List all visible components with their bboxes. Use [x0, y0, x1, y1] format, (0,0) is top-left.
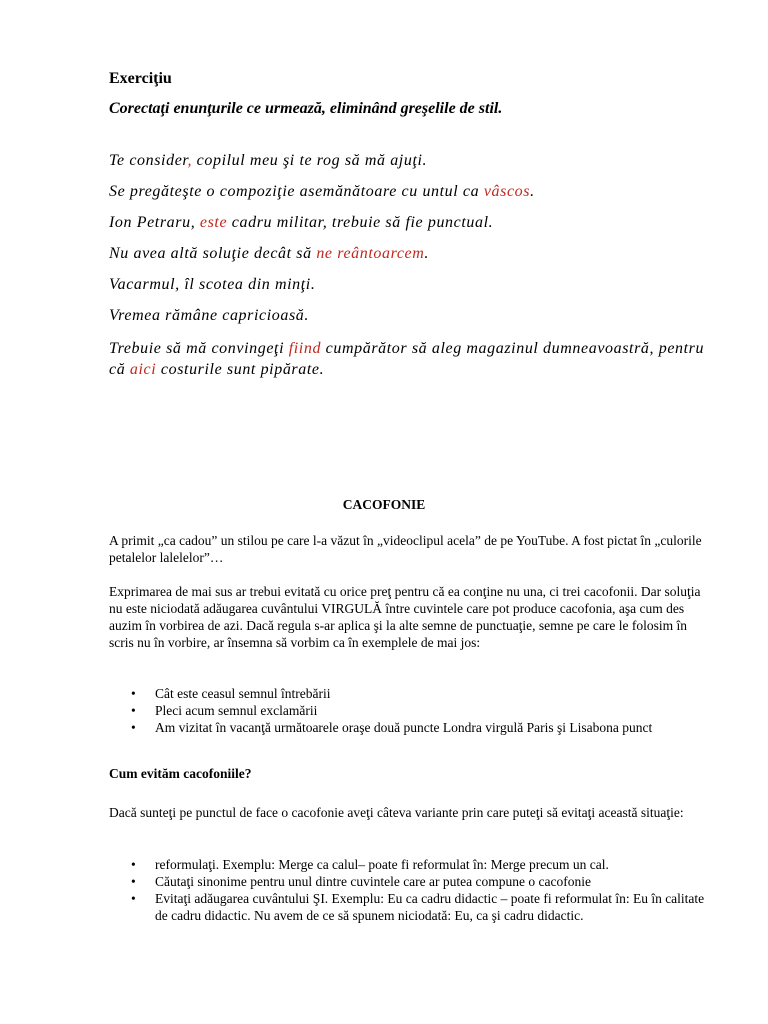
list-item: • reformulaţi. Exemplu: Merge ca calul– poate fi reformulat în: Merge precum un cal.: [131, 857, 609, 872]
exercise-sentence-4: [109, 245, 429, 263]
answer-paragraph: Dacă sunteţi pe punctul de face o cacofonie aveţi câteva variante prin care puteţi să evitaţi această situaţie:: [109, 805, 684, 820]
list-item: • Căutaţi sinonime pentru unul dintre cuvintele care ar putea compune o cacofonie: [131, 874, 591, 889]
sentence-text: .: [424, 245, 429, 262]
explanation-paragraph: Exprimarea de mai sus ar trebui evitată cu orice preţ pentru că ea conţine nu una, ci trei cacofonii. Dar soluţia nu este niciodată adăugarea cuvântului VIRGULĂ între cuvintele care pot produce cacofonia, aşa cum des auzim în vorbirea de azi. Dacă regula s-ar aplica şi la alte semne de punctuaţie, semne pe care le folosim în scris nu în vorbire, ar însemna să vorbim ca în exemplele de mai jos:: [109, 584, 701, 650]
list-item: • Cât este ceasul semnul întrebării: [131, 686, 331, 701]
highlighted-error: vâscos: [483, 183, 531, 200]
bullet-icon: •: [131, 686, 136, 701]
exercise-sentence-2: [109, 183, 535, 201]
exercise-sentence-1: [109, 152, 427, 170]
sentence-text: cadru militar, trebuie să fie punctual.: [227, 214, 494, 231]
exercise-title: Exerciţiu: [109, 70, 172, 87]
bullet-icon: •: [131, 874, 136, 889]
sentence-text: costurile sunt pipărate.: [156, 361, 325, 378]
exercise-sentence-7: [109, 338, 709, 380]
sentence-text: Vacarmul, îl scotea din minţi.: [109, 276, 316, 293]
sentence-text: Te consider: [109, 152, 188, 169]
highlighted-error: ,: [187, 152, 193, 169]
sentence-text: Se pregăteşte o compoziţie asemănătoare cu untul ca: [109, 183, 484, 200]
bullet-icon: •: [131, 720, 136, 735]
bullet-icon: •: [131, 703, 136, 718]
highlighted-error: aici: [129, 361, 157, 378]
exercise-sentence-5: [109, 276, 315, 294]
sentence-text: cumpărător să aleg magazinul dumneavoastră, pentru că: [109, 340, 705, 378]
sentence-text: Ion Petraru,: [109, 214, 200, 231]
sentence-text: Trebuie să mă convingeţi: [109, 340, 289, 357]
bullet-icon: •: [131, 857, 136, 872]
highlighted-error: fiind: [288, 340, 322, 357]
question-heading: Cum evităm cacofoniile?: [109, 766, 252, 781]
intro-paragraph: A primit „ca cadou” un stilou pe care l-a văzut în „videoclipul acela” de pe YouTube. A fost pictat în „culorile petalelor lalelelor”…: [109, 533, 702, 565]
sentence-text: Nu avea altă soluţie decât să: [109, 245, 317, 262]
list-item: • Pleci acum semnul exclamării: [131, 703, 318, 718]
sentence-text: copilul meu şi te rog să mă ajuţi.: [192, 152, 428, 169]
highlighted-error: ne reântoarcem: [316, 245, 425, 262]
sentence-text: Vremea rămâne capricioasă.: [109, 307, 310, 324]
tips-list: [109, 856, 714, 924]
exercise-instruction: Corectaţi enunţurile ce urmează, eliminând greşelile de stil.: [109, 100, 503, 117]
highlighted-error: este: [199, 214, 228, 231]
exercise-sentence-6: [109, 307, 309, 325]
list-item: • Evitaţi adăugarea cuvântului ŞI. Exemplu: Eu ca cadru didactic – poate fi reformulat în: Eu în calitate de cadru didactic. Nu avem de ce să spunem niciodată: Eu, ca şi cadru didactic.: [131, 891, 705, 923]
list-item: • Am vizitat în vacanţă următoarele oraşe două puncte Londra virgulă Paris şi Lisabona punct: [131, 720, 653, 735]
bullet-icon: •: [131, 891, 136, 906]
sentence-text: .: [530, 183, 535, 200]
examples-list: [109, 685, 714, 736]
section-title: CACOFONIE: [342, 497, 426, 512]
exercise-sentence-3: [109, 214, 493, 232]
